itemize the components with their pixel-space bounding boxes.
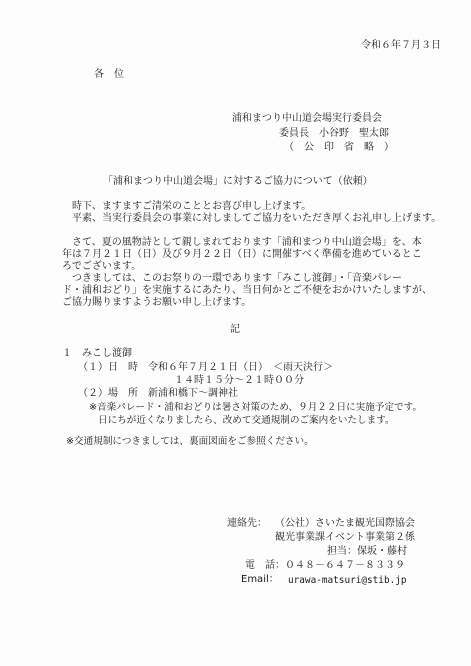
sender-chairman: 委員長 小谷野 聖太郎 bbox=[279, 128, 389, 139]
parade-note-line: 日にちが近くなりましたら、改めて交通規制のご案内をいたします。 bbox=[98, 415, 395, 426]
thanks-paragraph: 平素、当実行委員会の事業に対しましてご協力をいただき厚くお礼申し上げます。 bbox=[72, 213, 442, 224]
phone-label: 電 話： bbox=[245, 560, 285, 571]
seal-omitted-note: （ 公 印 省 略 ） bbox=[284, 142, 394, 153]
document-title: 「浦和まつり中山道会場」に対するご協力について（依頼） bbox=[103, 176, 373, 187]
time-value: １４時１５分～２１時００分 bbox=[174, 375, 304, 386]
parade-note-line: ※音楽パレード・浦和おどりは暑さ対策のため、９月２２日に実施予定です。 bbox=[89, 402, 423, 413]
addressee: 各 位 bbox=[94, 69, 124, 80]
request-paragraph-line: ろでございます。 bbox=[62, 261, 142, 272]
contact-organization: （公社）さいたま観光国際協会 bbox=[275, 518, 415, 529]
contact-department: 観光事業課イベント事業第２係 bbox=[275, 532, 415, 543]
request-paragraph-line: 年は７月２１日（日）及び９月２２日（日）に開催すべく準備を進めているとこ bbox=[62, 249, 422, 260]
place-value: 新浦和橋下～調神社 bbox=[148, 388, 238, 399]
date-label: （１）日 時 bbox=[78, 362, 138, 373]
email-address[interactable]: urawa-matsuri@stib.jp bbox=[288, 575, 407, 586]
issue-date: 令和６年７月３日 bbox=[361, 40, 441, 51]
item-heading: １ みこし渡御 bbox=[62, 348, 132, 359]
ki-marker: 記 bbox=[230, 324, 240, 335]
sender-organization: 浦和まつり中山道会場実行委員会 bbox=[232, 113, 382, 124]
contact-staff: 担当：保坂・藤村 bbox=[327, 546, 407, 557]
date-value: 令和６年７月２１日（日） ＜雨天決行＞ bbox=[148, 362, 333, 373]
cooperation-paragraph-line: つきましては、このお祭りの一環であります「みこし渡御」・「音楽パレー bbox=[72, 273, 402, 284]
greeting-paragraph: 時下、ますますご清栄のこととお喜び申し上げます。 bbox=[72, 201, 312, 212]
place-label: （２）場 所 bbox=[78, 388, 138, 399]
phone-number: ０４８－６４７－８３３９ bbox=[285, 560, 405, 571]
cooperation-paragraph-line: ド・浦和おどり」を実施するにあたり、当日何かとご不便をおかけいたしますが、 bbox=[62, 285, 432, 296]
request-paragraph-line: さて、夏の風物詩として親しまれております「浦和まつり中山道会場」を、本 bbox=[72, 237, 422, 248]
contact-label: 連絡先： bbox=[227, 518, 267, 529]
traffic-note: ※交通規制につきましては、裏面図面をご参照ください。 bbox=[66, 436, 314, 447]
email-label: Email： bbox=[241, 574, 279, 585]
cooperation-paragraph-line: ご協力賜りますようお願い申し上げます。 bbox=[62, 297, 252, 308]
